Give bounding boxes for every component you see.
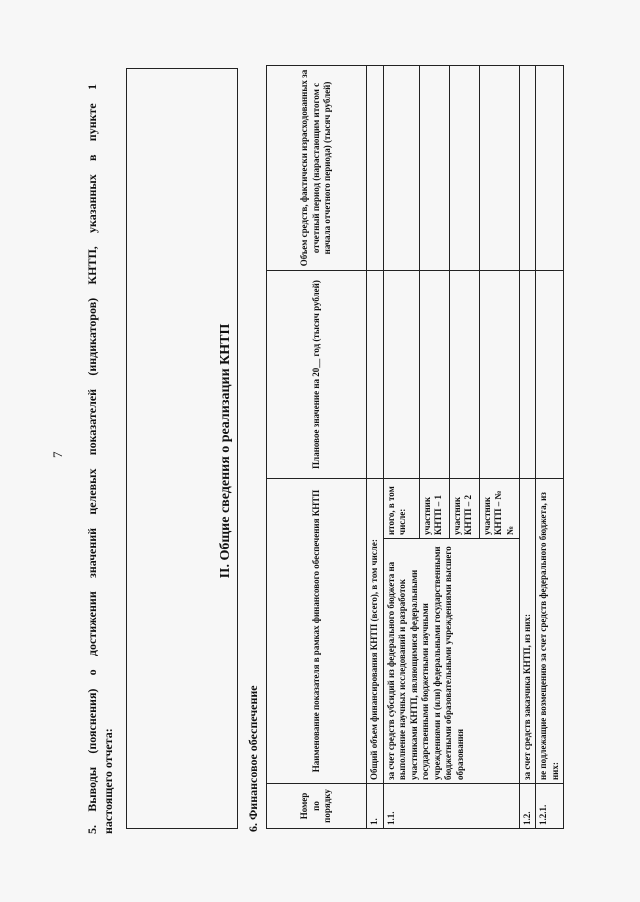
row-name: за счет средств субсидий из федерального бюджета на выполнение научных исследований и разработок участниками КНТП, являющимися федеральными государственными бюджетными научными учреждениями и (или) федеральными государственными бюджетными образовательными учреждениями высшего образования [383, 539, 519, 784]
row-name: не подлежащие возмещению за счет средств федерального бюджета, из них: [536, 479, 564, 784]
header-name: Наименование показателя в рамках финансового обеспечения КНТП [267, 479, 367, 784]
sub-label: участник КНТП – 1 [419, 479, 449, 539]
sub-label: участник КНТП – 2 [449, 479, 479, 539]
row-plan [419, 271, 449, 479]
row-fact [383, 66, 419, 271]
row-num: 1.2.1. [536, 784, 564, 829]
row-fact [536, 66, 564, 271]
row-num: 1.1. [383, 784, 519, 829]
row-fact [519, 66, 536, 271]
table-row [383, 66, 419, 829]
sub-label: участник КНТП – №№ [479, 479, 519, 539]
table-row [536, 66, 564, 829]
row-num: 1. [367, 784, 384, 829]
row-name: за счет средств заказчика КНТП, из них: [519, 479, 536, 784]
page-number: 7 [50, 451, 65, 458]
header-num: Номер по порядку [267, 784, 367, 829]
section5-line2: настоящего отчета: [101, 728, 115, 834]
row-plan [449, 271, 479, 479]
row-plan [536, 271, 564, 479]
table-header-row [267, 66, 367, 829]
section6-title: 6. Финансовое обеспечение [246, 685, 260, 832]
header-fact: Объем средств, фактически израсходованных за отчетный период (нарастающим итогом с начала отчетного периода) (тысяч рублей) [267, 66, 367, 271]
row-fact [479, 66, 519, 271]
row-fact [449, 66, 479, 271]
row-plan [383, 271, 419, 479]
financing-table [266, 65, 564, 829]
table-row [367, 66, 384, 829]
section2-title: II. Общие сведения о реализации КНТП [218, 323, 233, 579]
row-plan [367, 271, 384, 479]
section5-line1: 5. Выводы (пояснения) о достижении значений целевых показателей (индикаторов) КНТП, указанных в пункте 1 [85, 84, 99, 834]
row-plan [519, 271, 536, 479]
table-row [519, 66, 536, 829]
sub-label: итого, в том числе: [383, 479, 419, 539]
row-num: 1.2. [519, 784, 536, 829]
row-fact [367, 66, 384, 271]
row-name: Общий объем финансирования КНТП (всего), в том числе: [367, 479, 384, 784]
section5-text [84, 84, 116, 834]
row-fact [419, 66, 449, 271]
header-plan: Плановое значение на 20__ год (тысяч рублей) [267, 271, 367, 479]
row-plan [479, 271, 519, 479]
